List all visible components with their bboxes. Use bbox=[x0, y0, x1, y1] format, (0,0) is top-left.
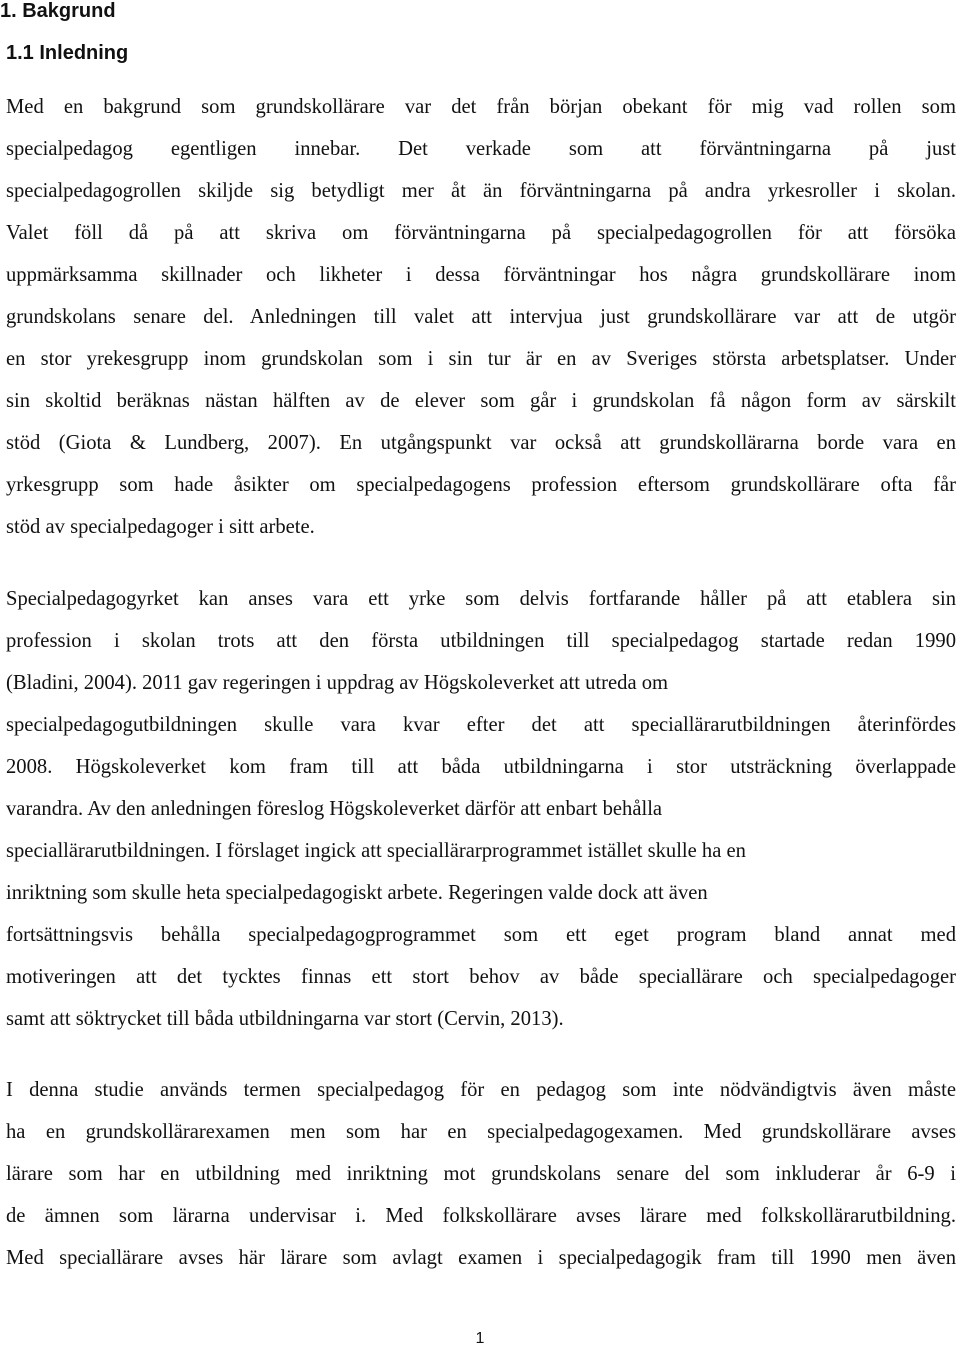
text-line: profession i skolan trots att den första utbildningen till specialpedagog startade redan 1990 bbox=[6, 630, 956, 652]
text-line: samt att söktrycket till båda utbildningarna var stort (Cervin, 2013). bbox=[6, 1008, 564, 1030]
text-line: Med speciallärare avses här lärare som avlagt examen i specialpedagogik fram till 1990 men även bbox=[6, 1247, 956, 1269]
text-line: sin skoltid beräknas nästan hälften av de elever som går i grundskolan få någon form av särskilt bbox=[6, 390, 956, 412]
text-line: specialpedagog egentligen innebar. Det verkade som att förväntningarna på just bbox=[6, 138, 956, 160]
text-line: ha en grundskollärarexamen men som har en specialpedagogexamen. Med grundskollärare avses bbox=[6, 1121, 956, 1143]
text-line: speciallärarutbildningen. I förslaget ingick att speciallärarprogrammet istället skulle ha en bbox=[6, 840, 746, 862]
text-line: specialpedagogutbildningen skulle vara kvar efter det att speciallärarutbildningen återinfördes bbox=[6, 714, 956, 736]
paragraph-profession bbox=[6, 578, 956, 1040]
text-line: varandra. Av den anledningen föreslog Högskoleverket därför att enbart behålla bbox=[6, 798, 663, 820]
text-line: lärare som har en utbildning med inriktning mot grundskolans senare del som inkluderar år 6-9 i bbox=[6, 1163, 956, 1185]
paragraph-terminology bbox=[6, 1069, 956, 1279]
text-line: motiveringen att det tycktes finnas ett stort behov av både speciallärare och specialpedagoger bbox=[6, 966, 956, 988]
section-heading: 1. Bakgrund bbox=[0, 0, 116, 22]
text-line: 2008. Högskoleverket kom fram till att båda utbildningarna i stor utsträckning överlappade bbox=[6, 756, 956, 778]
text-line: Med en bakgrund som grundskollärare var det från början obekant för mig vad rollen som bbox=[6, 96, 956, 118]
text-line: I denna studie används termen specialpedagog för en pedagog som inte nödvändigtvis även måste bbox=[6, 1079, 956, 1101]
text-line: de ämnen som lärarna undervisar i. Med folkskollärare avses lärare med folkskollärarutbildning. bbox=[6, 1205, 956, 1227]
text-line: inriktning som skulle heta specialpedagogiskt arbete. Regeringen valde dock att även bbox=[6, 882, 708, 904]
text-line: (Bladini, 2004). 2011 gav regeringen i uppdrag av Högskoleverket att utreda om bbox=[6, 672, 669, 694]
text-line: stöd (Giota & Lundberg, 2007). En utgångspunkt var också att grundskollärarna borde vara en bbox=[6, 432, 956, 454]
page-number: 1 bbox=[475, 1330, 485, 1347]
paragraph-introduction bbox=[6, 86, 956, 548]
text-line: en stor yrekesgrupp inom grundskolan som i sin tur är en av Sveriges största arbetsplatser. Under bbox=[6, 348, 956, 370]
text-line: Specialpedagogyrket kan anses vara ett yrke som delvis fortfarande håller på att etablera sin bbox=[6, 588, 956, 610]
text-line: grundskolans senare del. Anledningen till valet att intervjua just grundskollärare var att de utgör bbox=[6, 306, 956, 328]
text-line: stöd av specialpedagoger i sitt arbete. bbox=[6, 516, 315, 538]
text-line: Valet föll då på att skriva om förväntningarna på specialpedagogrollen för att försöka bbox=[6, 222, 956, 244]
text-line: specialpedagogrollen skiljde sig betydligt mer åt än förväntningarna på andra yrkesroller i skolan. bbox=[6, 180, 956, 202]
text-line: yrkesgrupp som hade åsikter om specialpedagogens profession eftersom grundskollärare ofta får bbox=[6, 474, 956, 496]
subsection-heading: 1.1 Inledning bbox=[6, 42, 129, 64]
text-line: fortsättningsvis behålla specialpedagogprogrammet som ett eget program bland annat med bbox=[6, 924, 956, 946]
text-line: uppmärksamma skillnader och likheter i dessa förväntningar hos några grundskollärare inom bbox=[6, 264, 956, 286]
